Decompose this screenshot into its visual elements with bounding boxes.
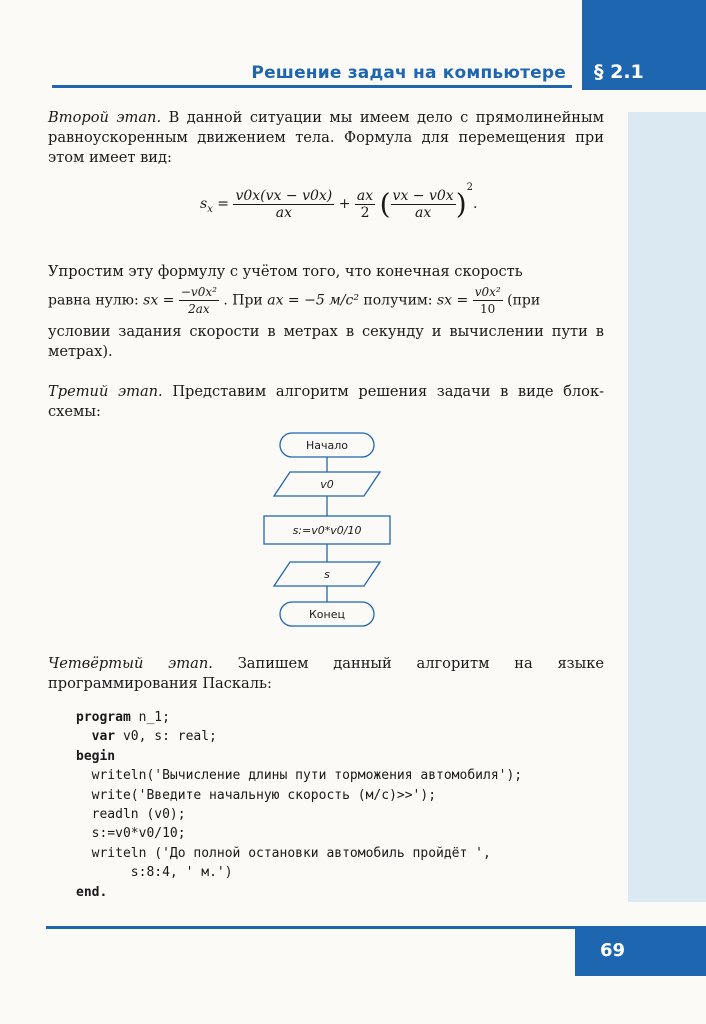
paren-close: )	[455, 187, 467, 221]
code-text-4: writeln('Вычисление длины пути торможения автомобиля');	[91, 768, 523, 784]
simplify-f2-lhs: sx =	[436, 292, 469, 309]
simplify-line-1: Упростим эту формулу с учётом того, что конечная скорость	[48, 263, 523, 280]
flowchart-process-label: s:=v0*v0/10	[292, 524, 362, 537]
simplify-p1: равна нулю:	[48, 292, 139, 309]
fraction-1-num: v0x(vx − v0x)	[235, 187, 333, 204]
fraction-3-num: vx − v0x	[392, 187, 454, 204]
main-formula	[200, 182, 477, 242]
header-divider	[52, 85, 572, 88]
code-keyword-var: var	[91, 729, 116, 745]
section-number: § 2.1	[594, 61, 644, 83]
simplify-p2: . При	[223, 292, 263, 309]
stage3-text: Представим алгоритм решения задачи в виде блок-схемы:	[48, 383, 604, 420]
code-line-9	[76, 863, 522, 882]
code-line-1	[76, 708, 522, 727]
pascal-code	[76, 708, 522, 902]
simplify-fraction-1	[179, 284, 219, 317]
flowchart-output-label: s	[324, 568, 330, 581]
stage4-paragraph	[48, 654, 604, 694]
code-line-6	[76, 805, 522, 824]
formula-end: .	[473, 196, 478, 212]
formula-eq: =	[217, 196, 230, 212]
simplify-condition: ax = −5 м/с²	[267, 292, 359, 309]
stage4-text: Запишем данный алгоритм на языке программирования Паскаль:	[48, 655, 604, 692]
code-text-7: s:=v0*v0/10;	[91, 826, 186, 842]
code-line-8	[76, 844, 522, 863]
simplify-line-2	[48, 284, 604, 317]
page-title: Решение задач на компьютере	[251, 63, 566, 83]
simplify-f1-den: 2ax	[188, 302, 210, 316]
formula-fraction-1	[233, 188, 334, 221]
stage3-paragraph	[48, 382, 604, 422]
stage3-label: Третий этап.	[48, 383, 163, 400]
code-line-2	[76, 727, 522, 746]
formula-lhs: s	[200, 196, 208, 212]
page-number: 69	[600, 940, 626, 961]
simplify-f1-lhs: sx =	[143, 292, 175, 309]
stage2-text: В данной ситуации мы имеем дело с прямолинейным равноускоренным движением тела. Формула для перемещения при этом имеет вид:	[48, 109, 605, 166]
stage2-label: Второй этап.	[48, 109, 162, 126]
code-text-2: v0, s: real;	[115, 729, 217, 745]
formula-lhs-sub: x	[207, 203, 213, 215]
fraction-3-den: ax	[415, 204, 432, 221]
simplify-fraction-2	[473, 284, 503, 317]
formula-power: 2	[466, 182, 474, 193]
formula-fraction-3	[391, 188, 456, 221]
simplify-f2-den: 10	[480, 302, 496, 316]
simplify-p4: (при	[507, 292, 541, 309]
formula-plus: +	[338, 196, 351, 212]
formula-fraction-2	[355, 188, 375, 221]
fraction-2-den: 2	[360, 204, 370, 221]
simplify-line-3: условии задания скорости в метрах в секунду и вычислении пути в метрах).	[48, 323, 604, 360]
fraction-2-num: ax	[356, 187, 374, 204]
code-text-6: readln (v0);	[91, 807, 186, 823]
code-line-3	[76, 747, 522, 766]
code-line-7	[76, 824, 522, 843]
code-text-5: write('Введите начальную скорость (м/с)>>');	[91, 787, 437, 803]
flowchart-input-label: v0	[320, 478, 334, 491]
fraction-1-den: ax	[275, 204, 292, 221]
code-keyword-program: program	[76, 710, 131, 725]
code-text-1: n_1;	[130, 710, 170, 725]
code-line-4	[76, 766, 522, 785]
page-number-box	[575, 926, 706, 976]
code-line-5	[76, 786, 522, 805]
code-keyword-begin: begin	[76, 748, 116, 764]
simplify-f2-num: v0x²	[474, 285, 501, 299]
flowchart-end-label: Конец	[309, 608, 345, 621]
side-strip	[628, 112, 706, 902]
footer-divider	[46, 926, 576, 929]
code-text-8: writeln ('До полной остановки автомобиль пройдёт ',	[91, 845, 491, 861]
simplify-p3: получим:	[363, 292, 433, 309]
stage2-paragraph	[48, 108, 604, 168]
flowchart	[262, 430, 392, 630]
code-keyword-end: end.	[76, 884, 108, 900]
flowchart-start-label: Начало	[305, 439, 348, 452]
code-text-9: s:8:4, ' м.')	[130, 865, 233, 881]
simplify-f1-num: −v0x²	[180, 285, 217, 299]
paren-open: (	[379, 187, 391, 221]
stage4-label: Четвёртый этап.	[48, 655, 213, 672]
code-line-10	[76, 883, 522, 902]
